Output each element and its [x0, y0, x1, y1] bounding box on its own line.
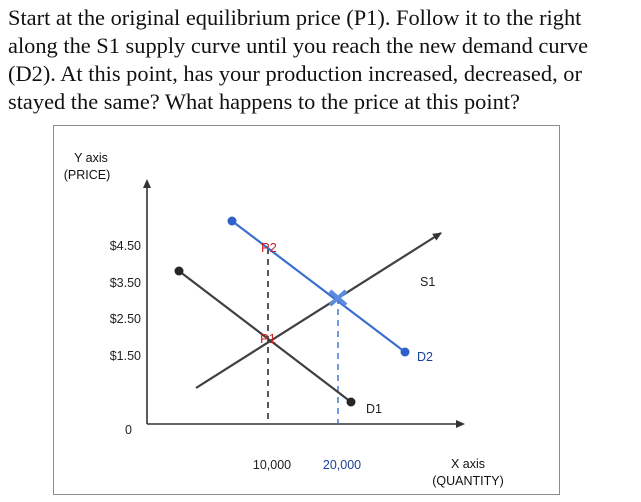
d2-start-point: [228, 217, 237, 226]
x-tick-label: 10,000: [252, 458, 292, 472]
d2-end-point: [401, 348, 410, 357]
y-axis-label-line2: (PRICE): [63, 168, 111, 182]
x-axis-arrow-icon: [456, 420, 465, 428]
question-line-3: (D2). At this point, has your production increased, decreased, or: [8, 61, 582, 86]
y-tick-label: $2.50: [109, 312, 141, 326]
x-tick-label: 20,000: [322, 458, 362, 472]
y-tick-label: 0: [125, 423, 132, 437]
p1-label: P1: [260, 331, 276, 346]
x-axis-label-line1: X axis: [450, 457, 486, 471]
y-tick-label: $4.50: [109, 239, 141, 253]
d1-label: D1: [366, 402, 382, 416]
question-line-2: along the S1 supply curve until you reach the new demand curve: [8, 33, 589, 58]
y-tick-label: $3.50: [109, 276, 141, 290]
d1-start-point: [175, 267, 184, 276]
s1-label: S1: [420, 275, 436, 289]
y-tick-label: $1.50: [109, 349, 141, 363]
d1-end-point: [347, 398, 356, 407]
s1-supply-curve: [196, 233, 441, 388]
x-axis-label-line2: (QUANTITY): [432, 474, 504, 488]
y-axis-arrow-icon: [143, 179, 151, 188]
y-axis-label-line1: Y axis: [74, 151, 108, 165]
d2-label: D2: [417, 350, 433, 364]
p2-label: P2: [261, 240, 277, 255]
question-line-1: Start at the original equilibrium price (P1). Follow it to the right: [8, 5, 582, 30]
question-line-4: stayed the same? What happens to the price at this point?: [8, 89, 520, 114]
